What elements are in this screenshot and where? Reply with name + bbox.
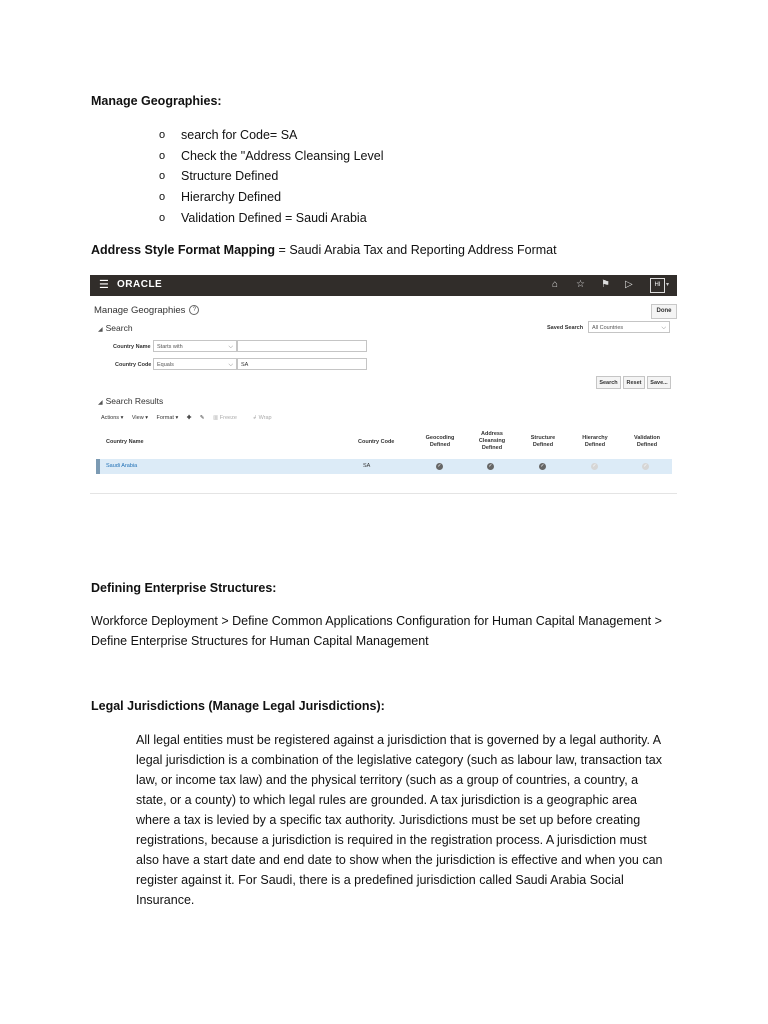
mapping-value: = Saudi Arabia Tax and Reporting Address Format <box>278 243 557 257</box>
oracle-logo: ORACLE <box>117 279 163 290</box>
oracle-screenshot <box>90 275 677 494</box>
list-item <box>159 125 383 146</box>
country-name-label: Country Name <box>113 344 151 350</box>
bullet-text: search for Code= SA <box>181 128 298 142</box>
legal-jurisdictions-line: All legal entities must be registered against a jurisdiction that is governed by a legal authority. A <box>136 733 662 747</box>
column-header-geocoding[interactable]: Geocoding Defined <box>425 435 455 448</box>
page-title: Manage Geographies ? <box>94 305 199 316</box>
star-icon[interactable]: ☆ <box>576 279 585 290</box>
column-header-country-name[interactable]: Country Name <box>106 439 144 445</box>
country-code-operator[interactable]: Equals ⌵ <box>153 358 237 370</box>
validation-status-icon: ✓ <box>643 463 648 469</box>
column-header-structure[interactable]: Structure Defined <box>530 435 556 448</box>
bullet-marker: o <box>159 211 166 224</box>
legal-jurisdictions-line: legal jurisdiction is a combination of the legislative category (such as labour law, transaction tax <box>136 753 662 767</box>
search-results-header[interactable]: ◢ Search Results <box>98 396 164 406</box>
chevron-down-icon: ⌵ <box>661 325 666 331</box>
format-menu[interactable]: Format ▾ <box>156 415 179 421</box>
wrap-button[interactable]: ↲ Wrap <box>252 415 272 421</box>
saved-search-label: Saved Search <box>547 325 584 331</box>
enterprise-structures-path-line: Workforce Deployment > Define Common Applications Configuration for Human Capital Management > <box>91 614 662 628</box>
column-header-hierarchy[interactable]: Hierarchy Defined <box>582 435 608 448</box>
bullet-text: Hierarchy Defined <box>181 190 282 205</box>
legal-jurisdictions-heading: Legal Jurisdictions (Manage Legal Jurisdictions): <box>91 699 385 713</box>
bullet-text: Check the "Address Cleansing Level <box>181 148 384 163</box>
address-cleansing-status-icon: ✓ <box>488 463 493 469</box>
table-row[interactable] <box>96 459 672 474</box>
results-toolbar <box>101 415 286 421</box>
row-selection-bar <box>96 459 100 474</box>
list-item <box>159 166 383 187</box>
list-item <box>159 146 383 167</box>
column-header-address-cleansing[interactable]: Address Cleansing Defined <box>478 431 506 451</box>
address-style-mapping <box>91 243 557 257</box>
edit-icon[interactable]: ✎ <box>199 415 205 421</box>
bullet-text: Validation Defined = Saudi Arabia <box>181 210 367 225</box>
legal-jurisdictions-line: register against it. For Saudi, there is a predefined jurisdiction called Saudi Arabia Social <box>136 873 624 887</box>
collapse-icon[interactable]: ◢ <box>98 400 103 406</box>
bullet-marker: o <box>159 129 166 141</box>
bullet-marker: o <box>159 191 166 204</box>
country-code-label: Country Code <box>115 362 152 368</box>
mapping-label: Address Style Format Mapping <box>91 243 276 257</box>
legal-jurisdictions-line: state, or a county) to which legal rules are grounded. A tax jurisdiction is a geographic area <box>136 793 637 807</box>
enterprise-structures-path-line: Define Enterprise Structures for Human Capital Management <box>91 634 429 648</box>
legal-jurisdictions-line: where a tax is levied by a specific tax authority. Jurisdictions must be set up before creating <box>136 813 641 827</box>
manage-geographies-bullets <box>159 125 383 228</box>
chevron-down-icon: ⌵ <box>228 362 233 368</box>
saved-search-select[interactable]: All Countries ⌵ <box>588 321 670 333</box>
reset-button[interactable]: Reset <box>623 376 645 389</box>
hamburger-icon[interactable]: ☰ <box>99 279 109 291</box>
actions-menu[interactable]: Actions ▾ <box>101 415 124 421</box>
avatar[interactable]: HI <box>650 278 665 293</box>
save-search-button[interactable]: Save... <box>647 376 671 389</box>
collapse-icon[interactable]: ◢ <box>98 327 103 333</box>
chevron-down-icon: ⌵ <box>228 344 233 350</box>
bullet-marker: o <box>159 149 166 162</box>
structure-status-icon: ✓ <box>540 463 545 469</box>
list-item <box>159 187 383 208</box>
freeze-button[interactable]: ▥ Freeze <box>213 415 237 421</box>
legal-jurisdictions-line: registrations, because a jurisdiction is required in the registration process. A jurisdiction must <box>136 833 647 847</box>
help-icon[interactable]: ? <box>189 305 199 315</box>
country-name-link[interactable]: Saudi Arabia <box>106 463 138 469</box>
legal-jurisdictions-line: law, or income tax law) and the physical territory (such as a group of countries, a country, a <box>136 773 639 787</box>
bullet-marker: o <box>159 170 166 183</box>
legal-jurisdictions-line: Insurance. <box>136 893 195 907</box>
country-code-input[interactable]: SA <box>237 358 367 370</box>
column-header-country-code[interactable]: Country Code <box>358 439 395 445</box>
country-name-operator[interactable]: Starts with ⌵ <box>153 340 237 352</box>
notification-icon[interactable]: ▷ <box>625 279 633 290</box>
hierarchy-status-icon: ✓ <box>592 463 597 469</box>
chevron-down-icon[interactable]: ▾ <box>666 282 670 288</box>
country-code-cell: SA <box>363 463 371 469</box>
done-button[interactable]: Done <box>651 304 677 319</box>
flag-icon[interactable]: ⚑ <box>601 279 610 290</box>
add-icon[interactable]: ✚ <box>186 415 192 421</box>
manage-geographies-heading: Manage Geographies: <box>91 94 222 108</box>
legal-jurisdictions-line: also have a start date and end date to show when the jurisdiction is effective and when you can <box>136 853 663 867</box>
column-header-validation[interactable]: Validation Defined <box>634 435 660 448</box>
list-item <box>159 208 383 229</box>
bullet-text: Structure Defined <box>181 169 279 184</box>
home-icon[interactable]: ⌂ <box>552 279 559 290</box>
search-button[interactable]: Search <box>596 376 621 389</box>
oracle-topbar <box>90 275 677 296</box>
geocoding-status-icon: ✓ <box>437 463 442 469</box>
view-menu[interactable]: View ▾ <box>131 415 148 421</box>
search-section-header[interactable]: ◢ Search <box>98 323 133 333</box>
enterprise-structures-heading: Defining Enterprise Structures: <box>91 581 277 595</box>
country-name-input[interactable] <box>237 340 367 352</box>
